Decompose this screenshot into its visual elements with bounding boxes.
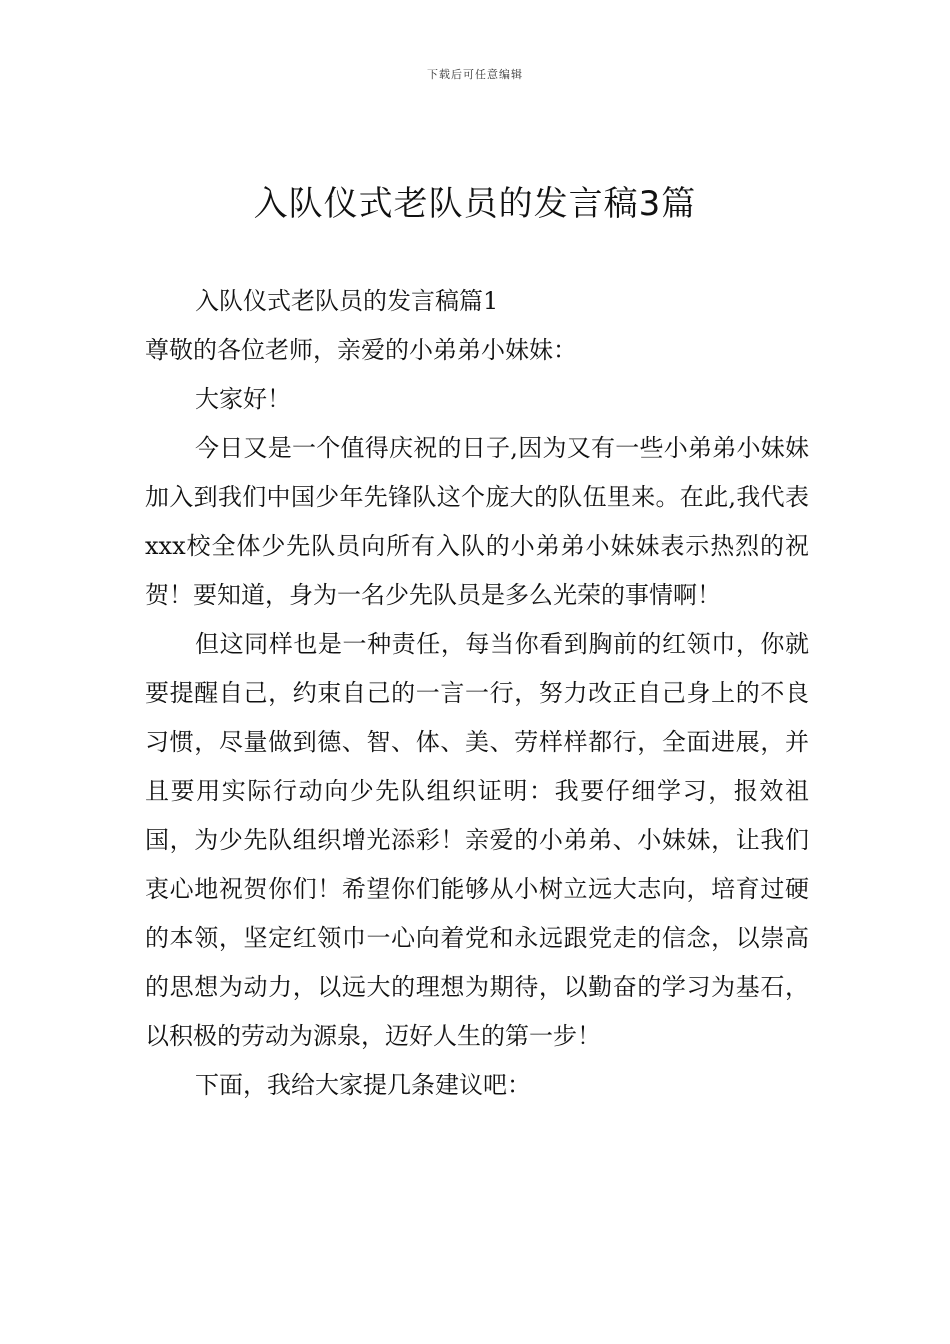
body-paragraph: 下面，我给大家提几条建议吧： [195,1071,531,1099]
salutation: 尊敬的各位老师，亲爱的小弟弟小妹妹： [145,336,577,364]
greeting: 大家好！ [195,385,291,413]
body-paragraph: 但这同样也是一种责任，每当你看到胸前的红领巾，你就要提醒自己，约束自己的一言一行，努力改正自己身上的不良习惯，尽量做到德、智、体、美、劳样样都行，全面进展，并且要用实际行动向少先队组织证明：我要仔细学习，报效祖国，为少先队组织增光添彩！亲爱的小弟弟、小妹妹，让我们衷心地祝贺你们！希望你们能够从小树立远大志向，培育过硬的本领，坚定红领巾一心向着党和永远跟党走的信念，以崇高的思想为动力，以远大的理想为期待，以勤奋的学习为基石，以积极的劳动为源泉，迈好人生的第一步！ [145,630,809,1050]
document-title: 入队仪式老队员的发言稿3篇 [253,184,697,224]
document-body [145,277,809,1110]
section-heading: 入队仪式老队员的发言稿篇1 [195,287,499,315]
body-paragraph: 今日又是一个值得庆祝的日子,因为又有一些小弟弟小妹妹加入到我们中国少年先锋队这个庞大的队伍里来。在此,我代表xxx校全体少先队员向所有入队的小弟弟小妹妹表示热烈的祝贺！要知道，身为一名少先队员是多么光荣的事情啊！ [145,434,809,609]
download-note: 下载后可任意编辑 [427,68,523,81]
